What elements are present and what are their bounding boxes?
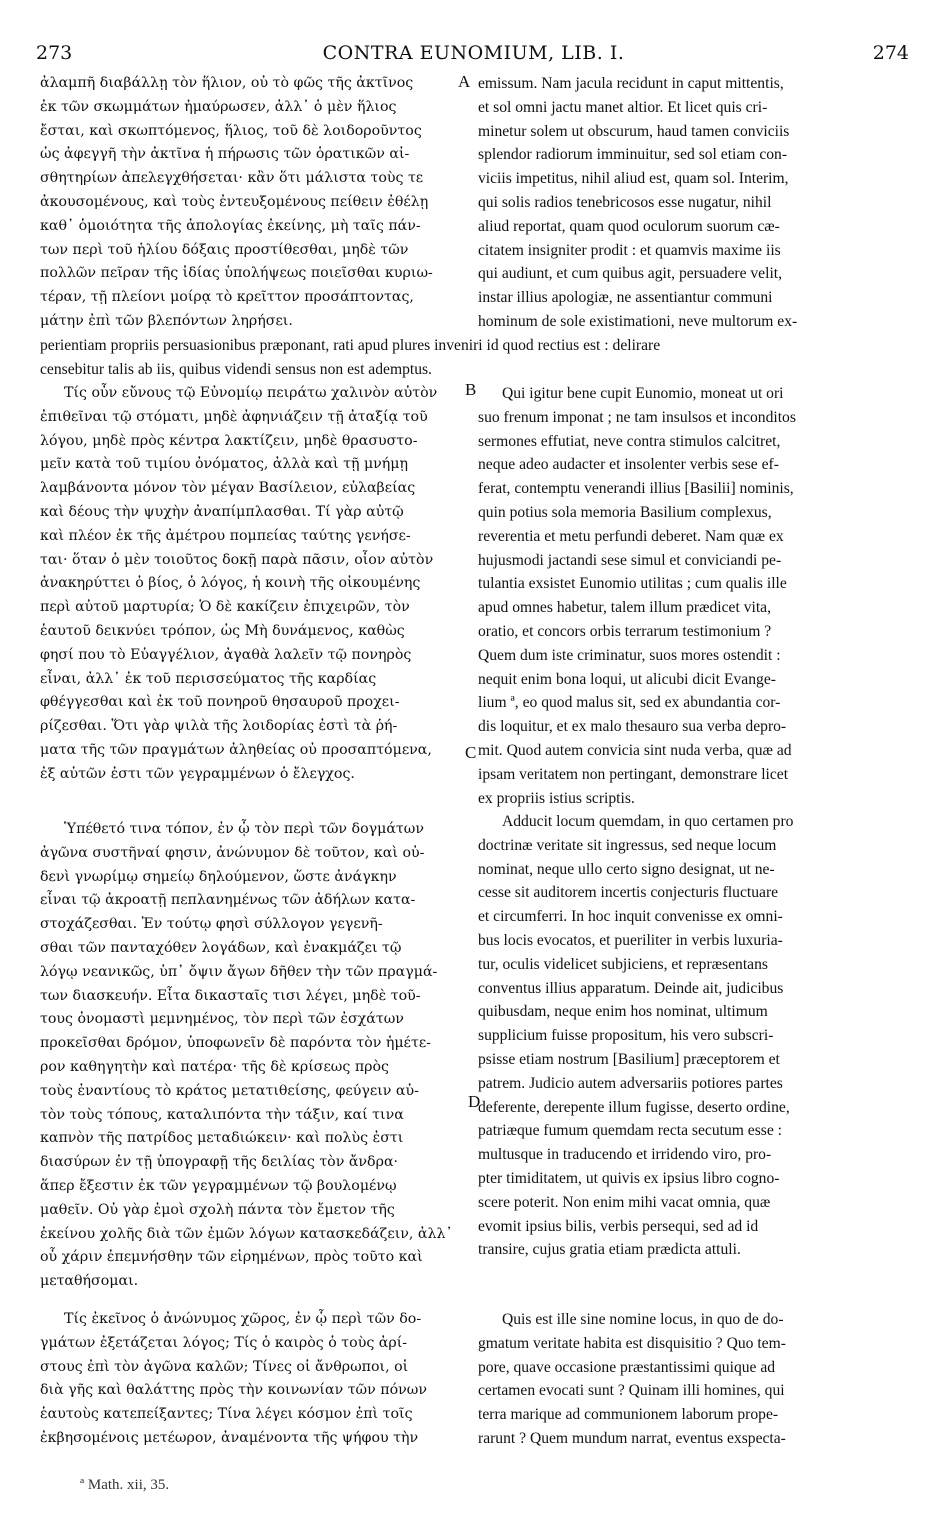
text-line: sermones effutiat, neve contra stimulos calcitret,	[478, 432, 781, 450]
latin-column-block-1	[478, 72, 910, 334]
text-line: neque adeo audacter et insolenter verbis sese ef-	[478, 456, 779, 474]
text-line: citatem insigniter prodit : et quamvis maxime iis	[478, 241, 781, 259]
text-line: et sol omni jactu manet altior. Et licet quis cri-	[478, 98, 768, 116]
text-line: εἶναι τῷ ἀκροατῇ πεπλανημένως τῶν ἀδήλων κατα-	[40, 892, 416, 909]
text-line: psisse etiam nostrum [Basilium] præceptorem et	[478, 1050, 780, 1068]
text-line: ex propriis istius scriptis.	[478, 789, 635, 807]
text-line: ἑαυτοῦ δεικνύει τρόπον, ὡς Μὴ δυνάμενος, καθὼς	[40, 622, 405, 639]
text-line: oratio, et concors orbis terrarum testimonium ?	[478, 622, 772, 640]
text-line: δενὶ γνωρίμῳ σημείῳ δηλούμενον, ὥστε ἀνάγκην	[40, 868, 397, 885]
text-line: Ὑπέθετό τινα τόπον, ἐν ᾧ τὸν περὶ τῶν δογμάτων	[64, 821, 424, 837]
text-line: διὰ γῆς καὶ θαλάττης πρὸς τὴν κοινωνίαν τῶν πόνων	[40, 1382, 427, 1399]
text-line: τοὺς ἐναντίους τὸ κράτος μετατιθείσης, φεύγειν αὐ-	[40, 1082, 419, 1099]
margin-letter-a: A	[458, 72, 471, 91]
text-line: viciis impetitus, nihil aliud est, quam sol. Interim,	[478, 170, 789, 188]
text-line: μάτην ἐπὶ τῶν βλεπόντων ληρήσει.	[40, 312, 293, 329]
text-line: qui solis radios tenebricosos esse nugatur, nihil	[478, 193, 772, 211]
text-line: nominat, neque ullo certo signo designat, ut ne-	[478, 860, 775, 878]
text-line: λόγῳ νεανικῶς, ὑπ᾽ ὄψιν ἄγων δῆθεν τὴν τῶν πραγμά-	[40, 963, 438, 980]
greek-column-block-3	[40, 818, 460, 1294]
text-line: cesse sit auditorem incertis conjecturis fluctuare	[478, 884, 779, 902]
text-line: doctrinæ veritate sit ingressus, sed neque locum	[478, 836, 777, 854]
text-line: μεῖν κατὰ τοῦ τιμίου ὀνόματος, ἀλλὰ καὶ τῇ μνήμῃ	[40, 456, 409, 473]
text-line: οὗ χάριν ἐπεμνήσθην τῶν εἰρημένων, πρὸς τοῦτο καὶ	[40, 1249, 423, 1266]
margin-letter-d: D	[468, 1092, 481, 1111]
text-line: μαθεῖν. Οὐ γὰρ ἐμοὶ σχολὴ πάντα τὸν ἔμετον τῆς	[40, 1201, 395, 1218]
text-line: ἀλαμπῆ διαβάλλῃ τὸν ἥλιον, οὐ τὸ φῶς τῆς ἀκτῖνος	[40, 75, 414, 91]
text-line: pore, quave occasione præstantissimi quique ad	[478, 1358, 776, 1376]
text-line: perientiam propriis persuasionibus præponant, rati apud plures inveniri id quod rectius est : delirare	[40, 337, 661, 354]
text-line: multusque in traducendo et irridendo viro, pro-	[478, 1146, 772, 1164]
text-line: quin potius sola memoria Basilium complexus,	[478, 503, 772, 521]
text-line: certamen evocati sunt ? Quinam illi homines, qui	[478, 1382, 785, 1400]
text-line: Qui igitur bene cupit Eunomio, moneat ut ori	[502, 385, 784, 402]
text-line: hominum de sole existimationi, neve multorum ex-	[478, 312, 798, 330]
text-line: Adducit locum quemdam, in quo certamen pro	[502, 813, 794, 830]
text-line: reverentia et metu perfundi deberet. Nam quæ ex	[478, 527, 784, 545]
text-line: ferat, contemptu venerandi illius [Basilii] nominis,	[478, 480, 794, 498]
text-line: ipsam veritatem non pertingant, demonstrare licet	[478, 765, 789, 783]
text-line: στους ἐπὶ τὸν ἀγῶνα καλῶν; Τίνες οἱ ἄνθρωποι, οἱ	[40, 1358, 409, 1375]
text-line: καθ᾽ ὁμοιότητα τῆς ἀπολογίας ἐκείνης, μὴ ταῖς πάν-	[40, 217, 421, 234]
text-line: conventus illius apparatum. Deinde ait, judicibus	[478, 979, 784, 997]
text-line: rarunt ? Quem mundum narrat, eventus exspecta-	[478, 1429, 786, 1447]
text-line: scere poterit. Non enim mihi vacat omnia, quæ	[478, 1193, 771, 1211]
text-line: et circumferri. In hoc inquit convenisse ex omni-	[478, 908, 783, 926]
text-line: φησί που τὸ Εὐαγγέλιον, ἀγαθὰ λαλεῖν τῷ πονηρὸς	[40, 646, 412, 663]
greek-column-block-2	[40, 382, 460, 787]
text-line: suo frenum imponat ; ne tam insulsos et inconditos	[478, 408, 796, 426]
running-title: CONTRA EUNOMIUM, LIB. I.	[322, 42, 625, 64]
text-line: ἑαυτοὺς κατεπείξαντες; Τίνα λέγει κόσμον ἐπὶ τοῖς	[40, 1406, 413, 1423]
text-line: minetur solem ut obscurum, haud tamen conviciis	[478, 122, 790, 140]
text-line: στοχάζεσθαι. Ἐν τούτῳ φησὶ σύλλογον γεγενῆ-	[40, 916, 383, 933]
text-line: διασύρων ἐν τῇ ὑπογραφῇ τῆς δειλίας τὸν ἄνδρα·	[40, 1154, 399, 1171]
text-line: φθέγγεσθαι καὶ ἐκ τοῦ πονηροῦ θησαυροῦ προχει-	[40, 694, 400, 711]
text-line: καὶ δέους τὴν ψυχὴν ἀναπίμπλασθαι. Τί γὰρ αὐτῷ	[40, 503, 404, 520]
text-line: καπνὸν τῆς πατρίδος μεταδιώκειν· καὶ πολὺς ἐστι	[40, 1130, 404, 1147]
text-line: ἐπιθεῖναι τῷ στόματι, μηδὲ ἀφηνιάζειν τῇ ἀταξίᾳ τοῦ	[40, 408, 428, 425]
text-line: ἐκ τῶν σκωμμάτων ἠμαύρωσεν, ἀλλ᾽ ὁ μὲν ἥλιος	[40, 98, 397, 115]
text-line: τέραν, τῇ πλείονι μοίρᾳ τὸ κρεῖττον προσάπτοντας,	[40, 289, 414, 306]
text-line: εἶναι, ἀλλ᾽ ἐκ τοῦ περισσεύματος τῆς καρδίας	[40, 670, 377, 687]
text-line: dis loquitur, et ex malo thesauro sua verba depro-	[478, 718, 787, 736]
text-line: Τίς οὖν εὔνους τῷ Εὐνομίῳ πειράτω χαλινὸν αὐτὸν	[64, 385, 438, 401]
text-line: Quem dum iste criminatur, suos mores ostendit :	[478, 646, 781, 664]
text-line: σθητηρίων ἀπελεγχθήσεται· κἂν ὅτι μάλιστα τοὺς τε	[40, 170, 424, 187]
text-line: censebitur talis ab iis, quibus videndi sensus non est ademptus.	[40, 360, 432, 378]
text-line: των περὶ τοῦ ἡλίου δόξαις προστίθεσθαι, μηδὲ τῶν	[40, 241, 409, 258]
text-line: Quis est ille sine nomine locus, in quo de do-	[502, 1311, 784, 1328]
latin-column-block-3	[478, 810, 910, 1262]
text-line: ρον καθηγητὴν καὶ πατέρα· τῆς δὲ κρίσεως πρὸς	[40, 1058, 389, 1075]
text-line: ἐκβησομένοις μετέωρον, ἀναμένοντα τῆς ψήφου τὴν	[40, 1429, 419, 1446]
text-line: patrem. Judicio autem adversariis potiores partes	[478, 1074, 783, 1092]
text-line: emissum. Nam jacula recidunt in caput mittentis,	[478, 75, 784, 92]
text-line: deferente, derepente illum fugisse, deserto ordine,	[478, 1098, 790, 1116]
text-line: splendor radiorum imminuitur, sed sol etiam con-	[478, 146, 788, 164]
left-page-number: 273	[36, 42, 73, 64]
text-line: bus locis evocatos, et pueriliter in verbis luxuria-	[478, 931, 783, 949]
text-line: πολλῶν πεῖραν τῆς ἰδίας ὑπολήψεως ποιεῖσθαι κυριω-	[40, 265, 433, 282]
text-line: ται· ὅταν ὁ μὲν τοιοῦτος δοκῇ παρὰ πᾶσιν, οἷον αὐτὸν	[40, 551, 434, 568]
full-width-latin	[40, 334, 910, 382]
margin-letter-c: C	[465, 743, 477, 762]
text-line: tur, oculis videlicet subjiciens, et repræsentans	[478, 955, 768, 973]
text-line: transire, cujus gratia etiam prædicta attuli.	[478, 1241, 741, 1259]
text-line: quibusdam, neque enim hos nominat, ultimum	[478, 1003, 768, 1021]
text-line: γμάτων ἐξετάζεται λόγος; Τίς ὁ καιρὸς ὁ τοὺς ἀρί-	[40, 1334, 408, 1351]
text-line: προκεῖσθαι δρόμον, ὑποφωνεῖν δὲ παρόντα τὸν ἡμέτε-	[40, 1035, 431, 1052]
greek-column-block-4	[40, 1308, 460, 1451]
text-line: instar illius apologiæ, ne assentiantur communi	[478, 289, 773, 307]
text-line: λαμβάνοντα μόνον τὸν μέγαν Βασίλειον, εὐλαβείας	[40, 480, 416, 497]
latin-column-block-4	[478, 1308, 910, 1451]
text-line: aliud reportat, quam quod oculorum suorum cæ-	[478, 217, 780, 235]
text-line: ἀκουσομένους, καὶ τοὺς ἐντευξομένους πείθειν ἐθέλῃ	[40, 193, 429, 210]
text-line: καὶ πλέον ἐκ τῆς ἀμέτρου πομπείας ταύτης γενήσε-	[40, 527, 411, 544]
text-line: gmatum veritate habita est disquisitio ? Quo tem-	[478, 1334, 786, 1352]
text-line: hujusmodi jactandi sese simul et conviciandi pe-	[478, 551, 782, 569]
text-line: supplicium fuisse propositum, his vero subscri-	[478, 1027, 774, 1045]
text-line: σθαι τῶν πανταχόθεν λογάδων, καὶ ἐνακμάζει τῷ	[40, 939, 402, 956]
text-line: ἀγῶνα συστῆναί φησιν, ἀνώνυμον δὲ τοῦτον, καὶ οὐ-	[40, 844, 425, 861]
text-line: ρίζεσθαι. Ὅτι γὰρ ψιλὰ τῆς λοιδορίας ἐστὶ τὰ ῥή-	[40, 718, 398, 735]
text-line: των διασκευήν. Εἶτα δικασταῖς τισι λέγει, μηδὲ τοῦ-	[40, 987, 421, 1004]
text-line: apud omnes habetur, talem illum prædicet vita,	[478, 599, 771, 617]
text-line: ἅπερ ἔξεστιν ἐκ τῶν γεγραμμένων τῷ βουλομένῳ	[40, 1177, 397, 1194]
text-line: τὸν τοὺς τόπους, καταλιπόντα τὴν τάξιν, καί τινα	[40, 1106, 404, 1123]
text-line: pter timiditatem, ut quivis ex ipsius libro cogno-	[478, 1169, 780, 1187]
greek-column-block-1	[40, 72, 460, 334]
text-line: nequit enim bona loqui, ut alicubi dicit Evange-	[478, 670, 776, 688]
text-line: ἀνακηρύττει ὁ βίος, ὁ λόγος, ἡ κοινὴ τῆς οἰκουμένης	[40, 575, 421, 592]
text-line: ὡς ἀφεγγῆ τὴν ἀκτῖνα ἡ πήρωσις τῶν ὁρατικῶν αἰ-	[40, 146, 410, 163]
text-line: ἐξ αὐτῶν ἐστι τῶν γεγραμμένων ὁ ἔλεγχος.	[40, 765, 355, 782]
text-line: tulantia exsistet Eunomio utilitas ; cum qualis ille	[478, 575, 787, 593]
text-line: mit. Quod autem convicia sint nuda verba, quæ ad	[478, 741, 792, 759]
latin-column-block-2	[478, 382, 910, 810]
text-line: ἐκείνου χολῆς διὰ τῶν ἐμῶν λόγων κατασκεδάζειν, ἀλλ᾽	[40, 1225, 453, 1242]
text-line: περὶ αὐτοῦ μαρτυρία; Ὁ δὲ κακίζειν ἐπιχειρῶν, τὸν	[40, 599, 410, 616]
text-line: lium ª, eo quod malus sit, sed ex abundantia cor-	[478, 694, 781, 712]
text-line: μεταθήσομαι.	[40, 1273, 139, 1290]
right-page-number: 274	[872, 42, 909, 64]
text-line: λόγου, μηδὲ πρὸς κέντρα λακτίζειν, μηδὲ θρασυστο-	[40, 432, 418, 449]
text-line: ἔσται, καὶ σκωπτόμενος, ἥλιος, τοῦ δὲ λοιδοροῦντος	[40, 122, 422, 139]
running-header	[0, 42, 947, 68]
text-line: Τίς ἐκεῖνος ὁ ἀνώνυμος χῶρος, ἐν ᾧ περὶ τῶν δο-	[64, 1311, 422, 1327]
footnote: ª Math. xii, 35.	[80, 1477, 170, 1493]
text-line: ματα τῆς τῶν πραγμάτων ἀληθείας οὐ προσαπτόμενα,	[40, 741, 432, 758]
text-line: τους ὀνομαστὶ μεμνημένος, τὸν περὶ τῶν ἐσχάτων	[40, 1011, 404, 1028]
text-line: patriæque fumum quemdam recta secutum esse :	[478, 1122, 782, 1140]
margin-letter-b: B	[465, 380, 477, 399]
text-line: evomit ipsius bilis, verbis persequi, sed ad id	[478, 1217, 759, 1235]
text-line: qui audiunt, et cum quibus agit, persuadere velit,	[478, 265, 783, 283]
text-line: terra marique ad communionem laborum prope-	[478, 1406, 779, 1424]
